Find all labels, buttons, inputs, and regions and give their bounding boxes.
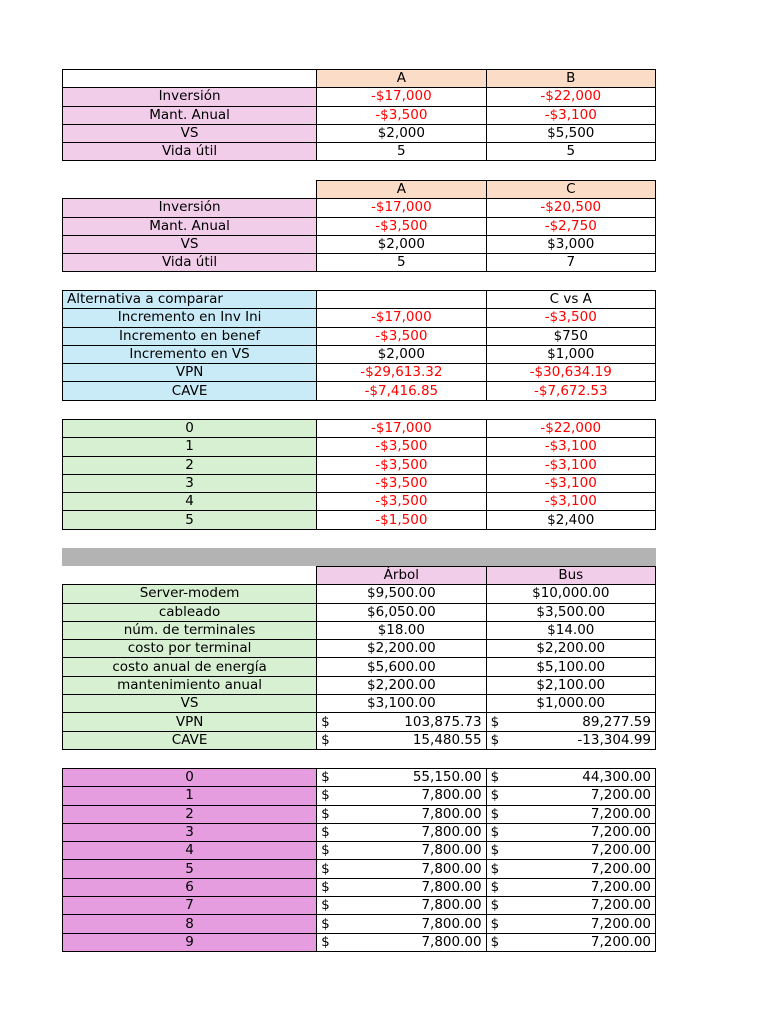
row-label-cell[interactable]: costo por terminal bbox=[63, 640, 317, 658]
table-row bbox=[63, 254, 656, 272]
row-label-cell[interactable]: VS bbox=[63, 695, 317, 713]
table-row bbox=[63, 88, 656, 106]
cash-flow-table-arbol-bus bbox=[62, 768, 656, 952]
currency-symbol: $ bbox=[490, 731, 500, 748]
table-row bbox=[63, 933, 656, 951]
currency-symbol: $ bbox=[490, 787, 500, 804]
value-cell[interactable] bbox=[317, 823, 486, 841]
table-row bbox=[63, 199, 656, 217]
value-cell[interactable] bbox=[486, 842, 655, 860]
value-cell[interactable] bbox=[486, 915, 655, 933]
value-cell[interactable]: -$3,500 bbox=[317, 217, 486, 235]
period-cell[interactable]: 0 bbox=[63, 769, 317, 787]
value-cell[interactable]: $2,000 bbox=[317, 235, 486, 253]
row-label-cell[interactable]: CAVE bbox=[63, 731, 317, 749]
period-cell[interactable]: 4 bbox=[63, 493, 317, 511]
table-header-row bbox=[63, 567, 656, 585]
row-label-cell[interactable]: cableado bbox=[63, 603, 317, 621]
header-cell[interactable]: Bus bbox=[486, 567, 655, 585]
value-cell[interactable]: $3,500.00 bbox=[486, 603, 655, 621]
header-cell[interactable]: C bbox=[486, 181, 655, 199]
amount: 7,200.00 bbox=[590, 824, 651, 841]
period-cell[interactable]: 1 bbox=[63, 438, 317, 456]
period-cell[interactable]: 3 bbox=[63, 823, 317, 841]
row-label-cell[interactable]: núm. de terminales bbox=[63, 621, 317, 639]
table-row bbox=[63, 327, 656, 345]
value-cell[interactable]: $2,200.00 bbox=[317, 676, 486, 694]
value-cell[interactable]: 5 bbox=[317, 254, 486, 272]
table-row bbox=[63, 382, 656, 400]
value-cell[interactable] bbox=[317, 731, 486, 749]
value-cell[interactable]: -$22,000 bbox=[486, 420, 655, 438]
currency-symbol: $ bbox=[490, 805, 500, 822]
currency-symbol: $ bbox=[321, 787, 330, 804]
value-cell[interactable] bbox=[317, 897, 486, 915]
row-label-cell[interactable]: Server-modem bbox=[63, 585, 317, 603]
value-cell[interactable]: $3,100.00 bbox=[317, 695, 486, 713]
value-cell[interactable] bbox=[486, 713, 655, 731]
value-cell[interactable]: -$3,500 bbox=[317, 456, 486, 474]
value-cell[interactable]: -$3,500 bbox=[317, 493, 486, 511]
value-cell[interactable]: -$17,000 bbox=[317, 88, 486, 106]
currency-symbol: $ bbox=[490, 897, 500, 914]
currency-symbol: $ bbox=[321, 769, 330, 786]
table-row bbox=[63, 420, 656, 438]
table-row bbox=[63, 235, 656, 253]
value-cell[interactable]: C vs A bbox=[486, 291, 655, 309]
currency-symbol: $ bbox=[490, 860, 500, 877]
empty-cell[interactable] bbox=[63, 567, 317, 585]
row-label-cell[interactable]: Vida útil bbox=[63, 254, 317, 272]
period-cell[interactable]: 5 bbox=[63, 511, 317, 529]
currency-symbol: $ bbox=[490, 824, 500, 841]
value-cell[interactable]: -$29,613.32 bbox=[317, 364, 486, 382]
comparison-table-a-c bbox=[62, 180, 656, 272]
currency-symbol: $ bbox=[321, 860, 330, 877]
value-cell[interactable]: -$3,100 bbox=[486, 438, 655, 456]
value-cell[interactable] bbox=[317, 291, 486, 309]
period-cell[interactable]: 6 bbox=[63, 878, 317, 896]
row-label-cell[interactable]: VS bbox=[63, 235, 317, 253]
currency-symbol: $ bbox=[490, 842, 500, 859]
value-cell[interactable]: -$3,500 bbox=[317, 474, 486, 492]
amount: 15,480.55 bbox=[412, 731, 482, 748]
cash-flow-table-a-b bbox=[62, 419, 656, 530]
value-cell[interactable] bbox=[486, 731, 655, 749]
value-cell[interactable]: 7 bbox=[486, 254, 655, 272]
table-row bbox=[63, 345, 656, 363]
value-cell[interactable] bbox=[317, 933, 486, 951]
header-cell[interactable]: B bbox=[486, 70, 655, 88]
currency-symbol: $ bbox=[490, 878, 500, 895]
header-cell[interactable] bbox=[63, 70, 317, 88]
row-label-cell[interactable]: Mant. Anual bbox=[63, 217, 317, 235]
table-row bbox=[63, 769, 656, 787]
amount: 103,875.73 bbox=[404, 713, 482, 730]
table-row bbox=[63, 493, 656, 511]
value-cell[interactable] bbox=[486, 897, 655, 915]
value-cell[interactable]: -$3,100 bbox=[486, 474, 655, 492]
table-header-row bbox=[63, 181, 656, 199]
period-cell[interactable]: 4 bbox=[63, 842, 317, 860]
value-cell[interactable] bbox=[317, 713, 486, 731]
period-cell[interactable]: 2 bbox=[63, 805, 317, 823]
value-cell[interactable]: -$17,000 bbox=[317, 309, 486, 327]
currency-symbol: $ bbox=[321, 897, 330, 914]
amount: 7,800.00 bbox=[421, 933, 482, 950]
table-row bbox=[63, 695, 656, 713]
amount: 7,200.00 bbox=[590, 805, 651, 822]
table-row bbox=[63, 143, 656, 161]
currency-symbol: $ bbox=[321, 915, 330, 932]
empty-cell[interactable] bbox=[63, 181, 317, 199]
table-row bbox=[63, 456, 656, 474]
value-cell[interactable]: -$3,100 bbox=[486, 106, 655, 124]
row-label-cell[interactable]: Inversión bbox=[63, 199, 317, 217]
period-cell[interactable]: 7 bbox=[63, 897, 317, 915]
value-cell[interactable] bbox=[317, 878, 486, 896]
value-cell[interactable] bbox=[317, 787, 486, 805]
period-cell[interactable]: 1 bbox=[63, 787, 317, 805]
value-cell[interactable]: $2,200.00 bbox=[317, 640, 486, 658]
value-cell[interactable]: $2,100.00 bbox=[486, 676, 655, 694]
currency-symbol: $ bbox=[321, 805, 330, 822]
amount: 7,200.00 bbox=[590, 787, 651, 804]
table-row bbox=[63, 124, 656, 142]
value-cell[interactable] bbox=[486, 860, 655, 878]
value-cell[interactable]: $5,600.00 bbox=[317, 658, 486, 676]
value-cell[interactable]: -$3,500 bbox=[317, 106, 486, 124]
table-row bbox=[63, 640, 656, 658]
row-label-cell[interactable]: costo anual de energía bbox=[63, 658, 317, 676]
currency-symbol: $ bbox=[321, 824, 330, 841]
value-cell[interactable]: -$17,000 bbox=[317, 199, 486, 217]
amount: 7,800.00 bbox=[421, 805, 482, 822]
value-cell[interactable] bbox=[486, 805, 655, 823]
network-topology-table bbox=[62, 566, 656, 750]
value-cell[interactable]: -$22,000 bbox=[486, 88, 655, 106]
currency-symbol: $ bbox=[321, 731, 330, 748]
amount: 7,800.00 bbox=[421, 878, 482, 895]
value-cell[interactable]: $2,000 bbox=[317, 345, 486, 363]
header-cell[interactable]: A bbox=[317, 70, 486, 88]
period-cell[interactable]: 3 bbox=[63, 474, 317, 492]
row-label-cell[interactable]: VPN bbox=[63, 364, 317, 382]
value-cell[interactable]: $3,000 bbox=[486, 235, 655, 253]
value-cell[interactable]: $9,500.00 bbox=[317, 585, 486, 603]
table-row bbox=[63, 915, 656, 933]
value-cell[interactable] bbox=[486, 769, 655, 787]
currency-symbol: $ bbox=[321, 933, 330, 950]
value-cell[interactable] bbox=[317, 915, 486, 933]
value-cell[interactable]: $1,000.00 bbox=[486, 695, 655, 713]
currency-symbol: $ bbox=[321, 842, 330, 859]
table-header-row bbox=[63, 70, 656, 88]
value-cell[interactable]: $14.00 bbox=[486, 621, 655, 639]
value-cell[interactable]: -$1,500 bbox=[317, 511, 486, 529]
amount: 7,800.00 bbox=[421, 897, 482, 914]
value-cell[interactable] bbox=[486, 823, 655, 841]
table-row bbox=[63, 474, 656, 492]
amount: 7,800.00 bbox=[421, 824, 482, 841]
table-row bbox=[63, 585, 656, 603]
amount: 7,200.00 bbox=[590, 878, 651, 895]
period-cell[interactable]: 2 bbox=[63, 456, 317, 474]
table-row bbox=[63, 787, 656, 805]
value-cell[interactable]: $5,100.00 bbox=[486, 658, 655, 676]
value-cell[interactable]: $1,000 bbox=[486, 345, 655, 363]
header-cell[interactable]: Árbol bbox=[317, 567, 486, 585]
table-row bbox=[63, 878, 656, 896]
amount: 7,200.00 bbox=[590, 933, 651, 950]
value-cell[interactable]: $2,400 bbox=[486, 511, 655, 529]
table-row bbox=[63, 438, 656, 456]
currency-symbol: $ bbox=[490, 933, 500, 950]
table-row bbox=[63, 823, 656, 841]
amount: 7,800.00 bbox=[421, 787, 482, 804]
value-cell[interactable] bbox=[317, 805, 486, 823]
value-cell[interactable]: -$20,500 bbox=[486, 199, 655, 217]
section-separator-bar bbox=[62, 548, 656, 566]
row-label-cell[interactable]: Vida útil bbox=[63, 143, 317, 161]
period-cell[interactable]: 9 bbox=[63, 933, 317, 951]
value-cell[interactable] bbox=[317, 860, 486, 878]
row-label-cell[interactable]: Mant. Anual bbox=[63, 106, 317, 124]
header-cell[interactable]: A bbox=[317, 181, 486, 199]
amount: -13,304.99 bbox=[577, 731, 651, 748]
value-cell[interactable]: -$3,500 bbox=[317, 327, 486, 345]
value-cell[interactable]: -$3,100 bbox=[486, 456, 655, 474]
value-cell[interactable]: $10,000.00 bbox=[486, 585, 655, 603]
value-cell[interactable]: -$7,416.85 bbox=[317, 382, 486, 400]
amount: 7,200.00 bbox=[590, 915, 651, 932]
table-row bbox=[63, 364, 656, 382]
comparison-table-a-b bbox=[62, 69, 656, 161]
row-label-cell[interactable]: VS bbox=[63, 124, 317, 142]
period-cell[interactable]: 0 bbox=[63, 420, 317, 438]
value-cell[interactable] bbox=[486, 878, 655, 896]
value-cell[interactable]: $750 bbox=[486, 327, 655, 345]
table-row bbox=[63, 731, 656, 749]
table-row bbox=[63, 842, 656, 860]
value-cell[interactable]: -$3,100 bbox=[486, 493, 655, 511]
value-cell[interactable]: $18.00 bbox=[317, 621, 486, 639]
value-cell[interactable] bbox=[317, 842, 486, 860]
amount: 44,300.00 bbox=[582, 769, 651, 786]
table-row bbox=[63, 217, 656, 235]
value-cell[interactable]: $5,500 bbox=[486, 124, 655, 142]
value-cell[interactable]: $6,050.00 bbox=[317, 603, 486, 621]
row-label-cell[interactable]: mantenimiento anual bbox=[63, 676, 317, 694]
incremental-analysis-table bbox=[62, 290, 656, 401]
currency-symbol: $ bbox=[321, 878, 330, 895]
table-row bbox=[63, 603, 656, 621]
row-label-cell[interactable]: Incremento en VS bbox=[63, 345, 317, 363]
value-cell[interactable] bbox=[486, 787, 655, 805]
row-label-cell[interactable]: CAVE bbox=[63, 382, 317, 400]
value-cell[interactable]: $2,000 bbox=[317, 124, 486, 142]
table-row bbox=[63, 805, 656, 823]
value-cell[interactable]: -$7,672.53 bbox=[486, 382, 655, 400]
amount: 7,200.00 bbox=[590, 897, 651, 914]
currency-symbol: $ bbox=[490, 915, 500, 932]
period-cell[interactable]: 5 bbox=[63, 860, 317, 878]
period-cell[interactable]: 8 bbox=[63, 915, 317, 933]
amount: 7,200.00 bbox=[590, 842, 651, 859]
value-cell[interactable]: -$3,500 bbox=[486, 309, 655, 327]
value-cell[interactable]: -$2,750 bbox=[486, 217, 655, 235]
row-label-cell[interactable]: Inversión bbox=[63, 88, 317, 106]
table-row bbox=[63, 291, 656, 309]
amount: 7,200.00 bbox=[590, 860, 651, 877]
value-cell[interactable]: -$3,500 bbox=[317, 438, 486, 456]
table-row bbox=[63, 860, 656, 878]
table-row bbox=[63, 106, 656, 124]
value-cell[interactable]: 5 bbox=[486, 143, 655, 161]
value-cell[interactable]: -$30,634.19 bbox=[486, 364, 655, 382]
table-row bbox=[63, 897, 656, 915]
amount: 7,800.00 bbox=[421, 860, 482, 877]
value-cell[interactable]: -$17,000 bbox=[317, 420, 486, 438]
table-row bbox=[63, 676, 656, 694]
table-row bbox=[63, 309, 656, 327]
row-label-cell[interactable]: VPN bbox=[63, 713, 317, 731]
row-label-cell[interactable]: Incremento en Inv Ini bbox=[63, 309, 317, 327]
currency-symbol: $ bbox=[321, 713, 330, 730]
value-cell[interactable]: 5 bbox=[317, 143, 486, 161]
value-cell[interactable] bbox=[486, 933, 655, 951]
table-row bbox=[63, 511, 656, 529]
amount: 55,150.00 bbox=[412, 769, 482, 786]
amount: 7,800.00 bbox=[421, 842, 482, 859]
row-label-cell[interactable]: Alternativa a comparar bbox=[63, 291, 317, 309]
currency-symbol: $ bbox=[490, 713, 500, 730]
value-cell[interactable]: $2,200.00 bbox=[486, 640, 655, 658]
amount: 89,277.59 bbox=[582, 713, 651, 730]
table-row bbox=[63, 658, 656, 676]
value-cell[interactable] bbox=[317, 769, 486, 787]
row-label-cell[interactable]: Incremento en benef bbox=[63, 327, 317, 345]
table-row bbox=[63, 713, 656, 731]
currency-symbol: $ bbox=[490, 769, 500, 786]
table-row bbox=[63, 621, 656, 639]
amount: 7,800.00 bbox=[421, 915, 482, 932]
